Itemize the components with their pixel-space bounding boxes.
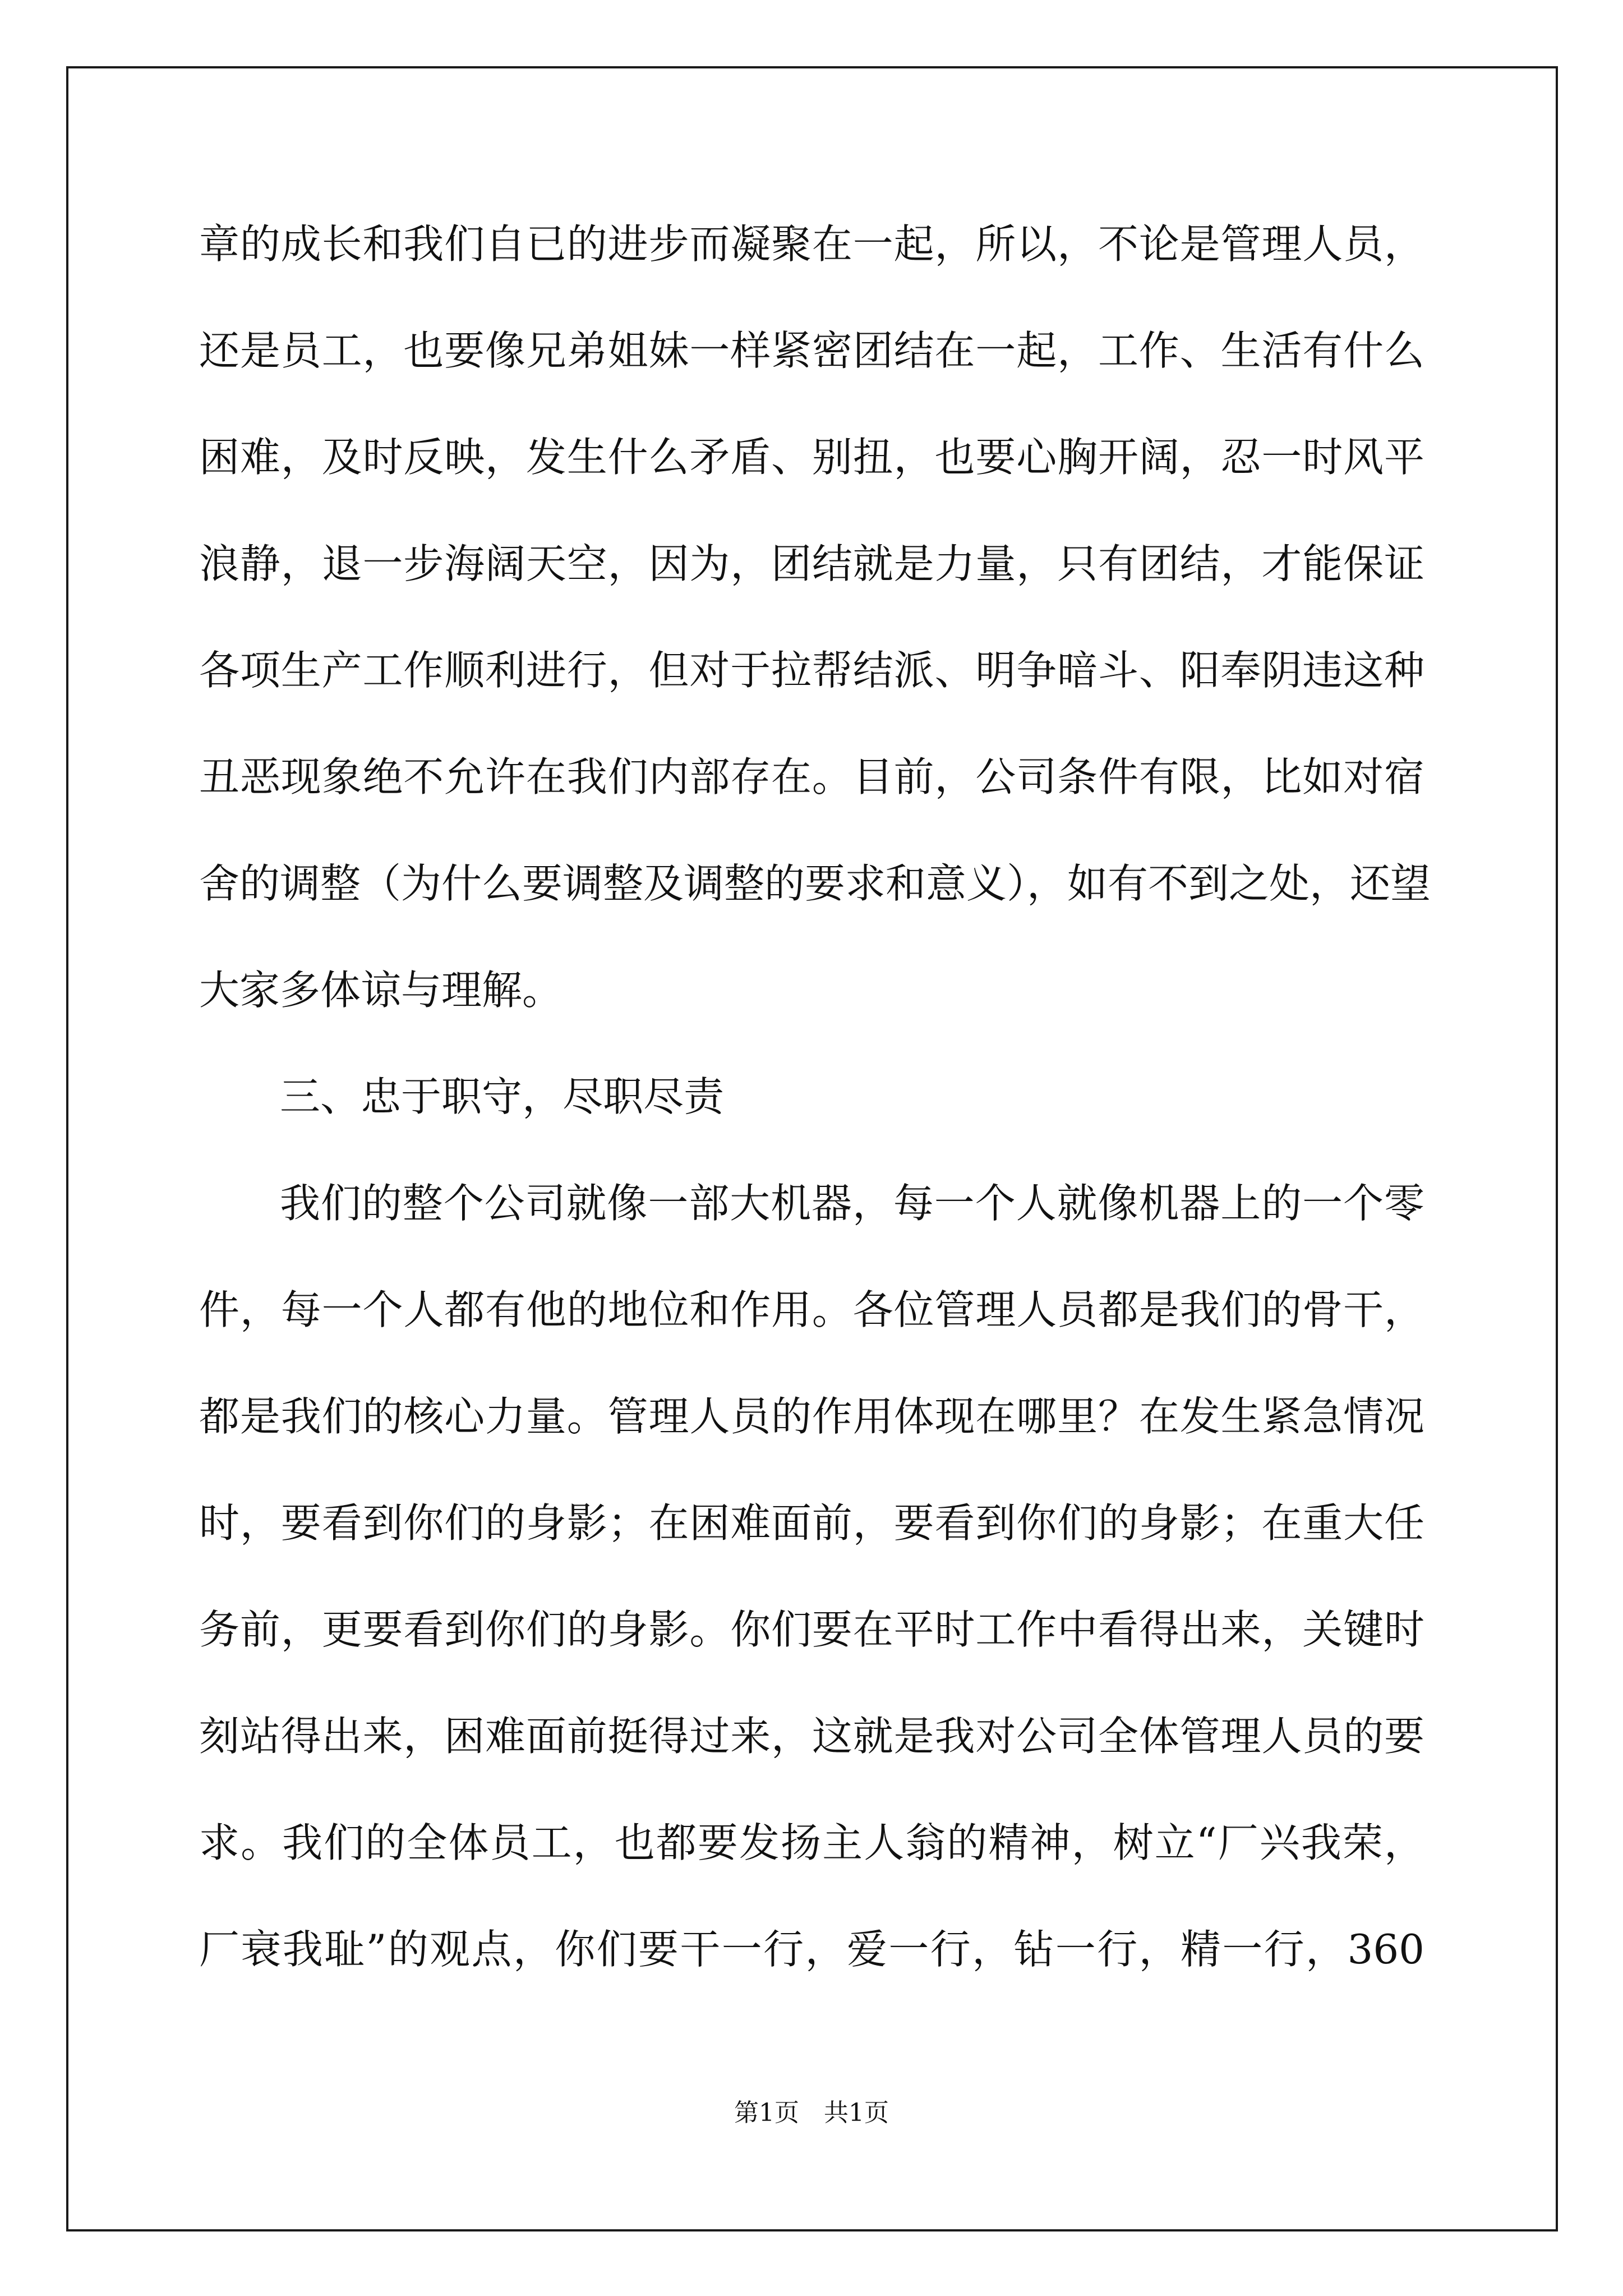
section-heading: 三、忠于职守，尽职尽责 <box>280 1073 725 1120</box>
page-number-footer: 第1页 共1页 <box>734 2099 889 2127</box>
text-line: 丑恶现象绝不允许在我们内部存在。目前，公司条件有限，比如对宿 <box>199 753 1424 800</box>
text-line: 都是我们的核心力量。管理人员的作用体现在哪里？在发生紧急情况 <box>199 1393 1424 1440</box>
text-line: 章的成长和我们自已的进步而凝聚在一起，所以，不论是管理人员， <box>199 220 1424 268</box>
text-line: 舍的调整（为什么要调整及调整的要求和意义），如有不到之处，还望 <box>199 860 1431 907</box>
text-line: 时，要看到你们的身影；在困难面前，要看到你们的身影；在重大任 <box>199 1499 1424 1547</box>
text-line: 大家多体谅与理解。 <box>199 967 563 1014</box>
text-line: 浪静，退一步海阔天空，因为，团结就是力量，只有团结，才能保证 <box>199 540 1424 587</box>
text-line: 务前，更要看到你们的身影。你们要在平时工作中看得出来，关键时 <box>199 1606 1424 1653</box>
text-line: 刻站得出来，困难面前挺得过来，这就是我对公司全体管理人员的要 <box>199 1713 1424 1760</box>
text-line: 我们的整个公司就像一部大机器，每一个人就像机器上的一个零 <box>280 1180 1424 1227</box>
text-line: 件，每一个人都有他的地位和作用。各位管理人员都是我们的骨干， <box>199 1286 1424 1333</box>
text-line: 还是员工，也要像兄弟姐妹一样紧密团结在一起，工作、生活有什么 <box>199 327 1424 374</box>
text-line: 求。我们的全体员工，也都要发扬主人翁的精神，树立“厂兴我荣， <box>199 1819 1424 1866</box>
text-line: 困难，及时反映，发生什么矛盾、别扭，也要心胸开阔，忍一时风平 <box>199 434 1424 481</box>
text-line: 厂衰我耻”的观点，你们要干一行，爱一行，钻一行，精一行，360 <box>199 1926 1424 1973</box>
document-body <box>199 210 1431 2022</box>
text-line: 各项生产工作顺利进行，但对于拉帮结派、明争暗斗、阳奉阴违这种 <box>199 647 1424 694</box>
